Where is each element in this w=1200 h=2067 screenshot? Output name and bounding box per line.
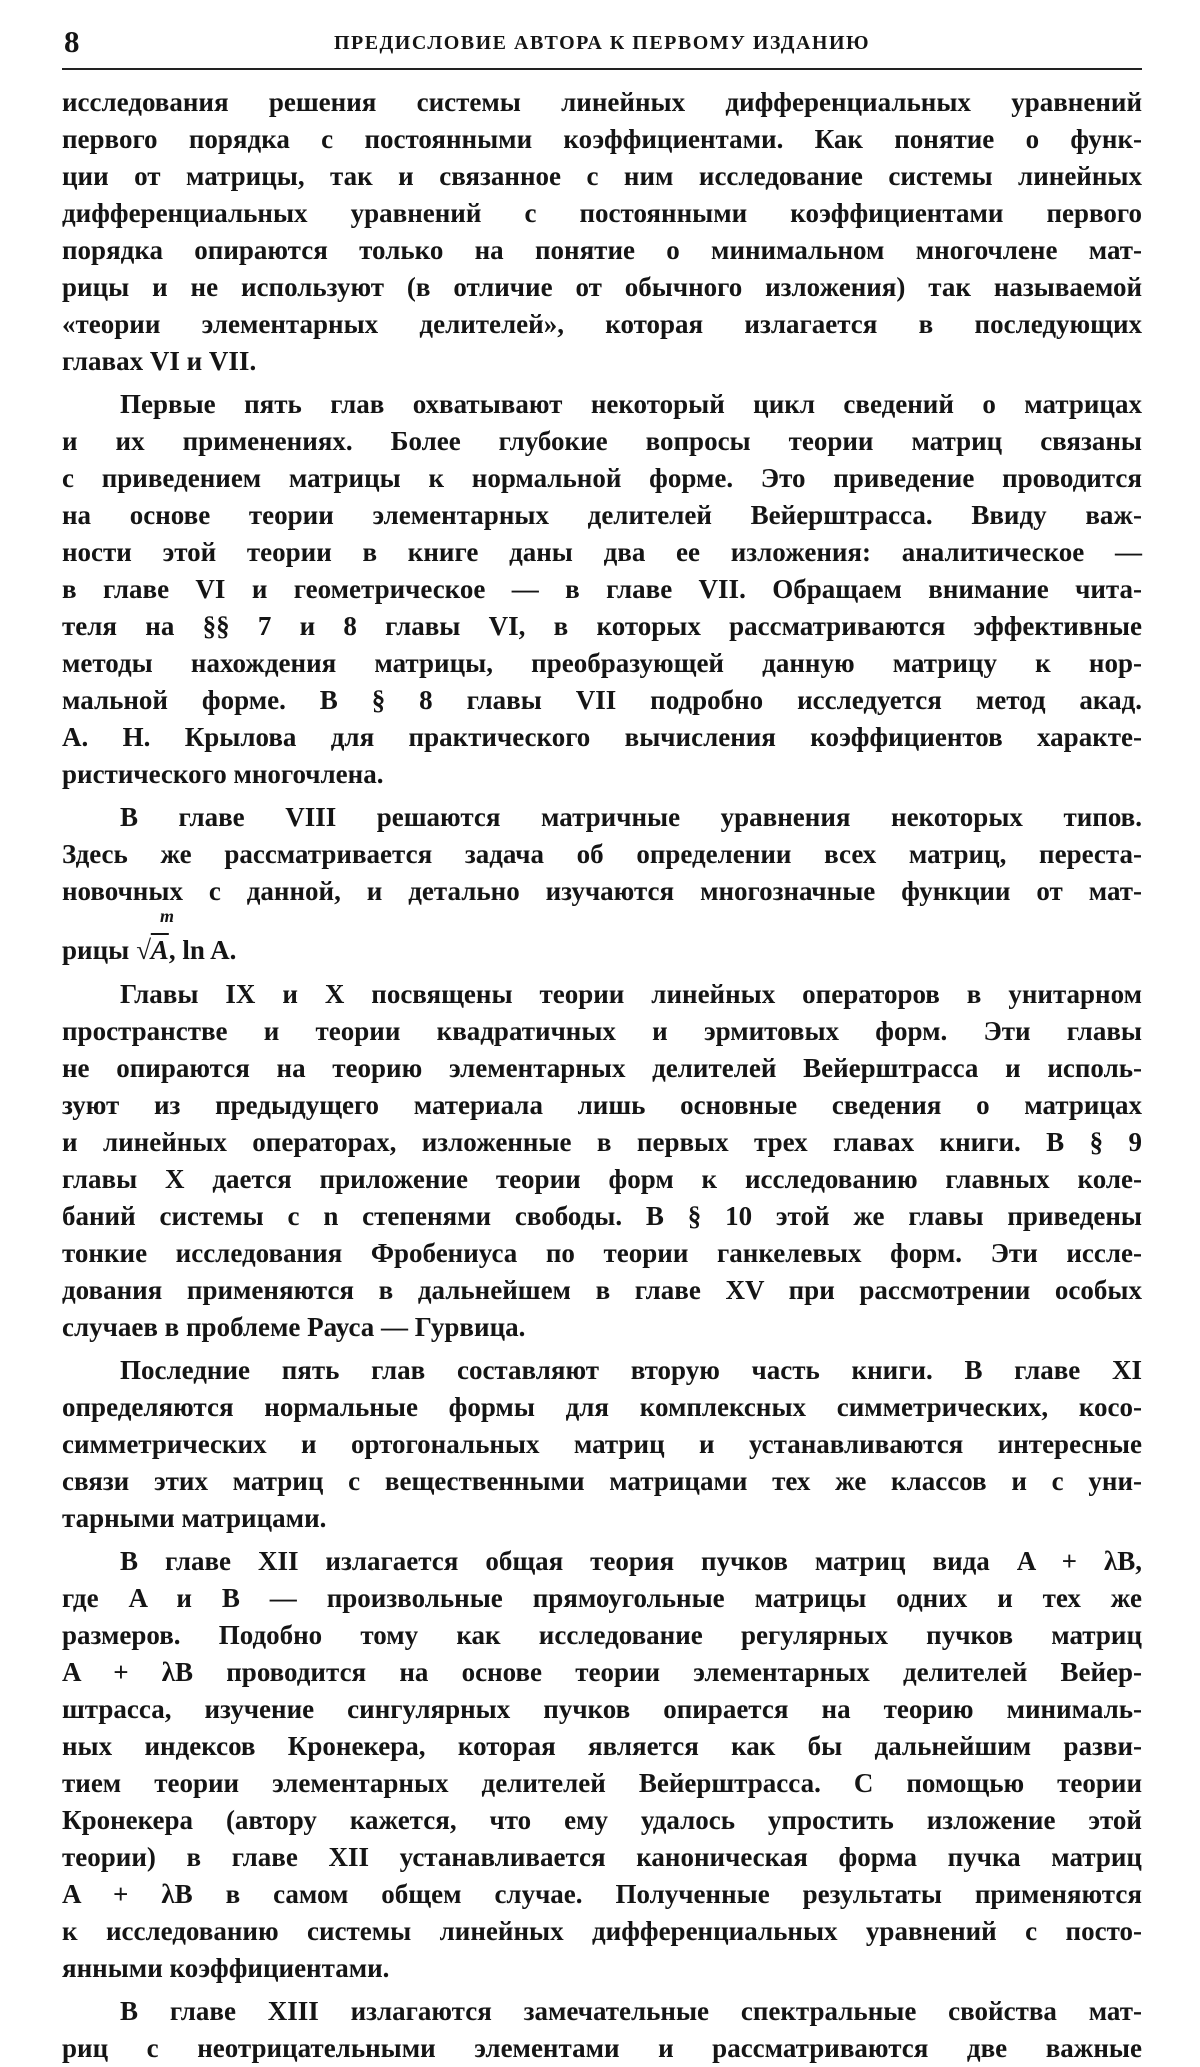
text-line: ности этой теории в книге даны два ее изложения: аналитическое — [62,534,1142,571]
page-number: 8 [64,24,80,60]
formula-line [62,910,1142,970]
text-line: В главе XII излагается общая теория пучков матриц вида A + λB, [62,1543,1142,1580]
text-line: теля на §§ 7 и 8 главы VI, в которых рассматриваются эффективные [62,608,1142,645]
text-line: янными коэффициентами. [62,1950,1142,1987]
text-line: порядка опираются только на понятие о минимальном многочлене мат- [62,232,1142,269]
formula-suffix: , ln A. [169,935,237,965]
body-text [62,84,1142,2067]
book-page [0,0,1200,1857]
running-head [62,22,1142,70]
text-line: методы нахождения матрицы, преобразующей данную матрицу к нор- [62,645,1142,682]
text-line: Главы IX и X посвящены теории линейных операторов в унитарном [62,976,1142,1013]
paragraph [62,1993,1142,2067]
radical-index: m [160,906,174,926]
text-line: новочных с данной, и детально изучаются многозначные функции от мат- [62,873,1142,910]
text-line: А. Н. Крылова для практического вычисления коэффициентов характе- [62,719,1142,756]
text-line: тием теории элементарных делителей Вейерштрасса. С помощью теории [62,1765,1142,1802]
paragraph [62,976,1142,1346]
text-line: первого порядка с постоянными коэффициентами. Как понятие о функ- [62,121,1142,158]
text-line: размеров. Подобно тому как исследование регулярных пучков матриц [62,1617,1142,1654]
radical-sign: √ [136,935,151,965]
text-line: определяются нормальные формы для комплексных симметрических, косо- [62,1389,1142,1426]
text-line: A + λB проводится на основе теории элементарных делителей Вейер- [62,1654,1142,1691]
text-line: где A и B — произвольные прямоугольные матрицы одних и тех же [62,1580,1142,1617]
text-line: Здесь же рассматривается задача об определении всех матриц, переста- [62,836,1142,873]
text-line: связи этих матриц с вещественными матрицами тех же классов и с уни- [62,1463,1142,1500]
text-line: в главе VI и геометрическое — в главе VII. Обращаем внимание чита- [62,571,1142,608]
text-line: ных индексов Кронекера, которая является как бы дальнейшим разви- [62,1728,1142,1765]
text-line: В главе VIII решаются матричные уравнения некоторых типов. [62,799,1142,836]
text-line: случаев в проблеме Рауса — Гурвица. [62,1309,1142,1346]
text-line: и их применениях. Более глубокие вопросы теории матриц связаны [62,423,1142,460]
text-line: тарными матрицами. [62,1500,1142,1537]
text-line: зуют из предыдущего материала лишь основные сведения о матрицах [62,1087,1142,1124]
text-line: мальной форме. В § 8 главы VII подробно исследуется метод акад. [62,682,1142,719]
text-line: ции от матрицы, так и связанное с ним исследование системы линейных [62,158,1142,195]
text-line: теории) в главе XII устанавливается каноническая форма пучка матриц [62,1839,1142,1876]
text-line: на основе теории элементарных делителей Вейерштрасса. Ввиду важ- [62,497,1142,534]
header-title: ПРЕДИСЛОВИЕ АВТОРА К ПЕРВОМУ ИЗДАНИЮ [62,32,1142,55]
text-line: не опираются на теорию элементарных делителей Вейерштрасса и исполь- [62,1050,1142,1087]
text-line: главах VI и VII. [62,343,1142,380]
text-line: Кронекера (автору кажется, что ему удалось упростить изложение этой [62,1802,1142,1839]
text-line: исследования решения системы линейных дифференциальных уравнений [62,84,1142,121]
paragraph [62,1543,1142,1987]
text-line: симметрических и ортогональных матриц и устанавливаются интересные [62,1426,1142,1463]
paragraph [62,1352,1142,1537]
text-line: штрасса, изучение сингулярных пучков опирается на теорию минималь- [62,1691,1142,1728]
text-line: дифференциальных уравнений с постоянными коэффициентами первого [62,195,1142,232]
text-line: Первые пять глав охватывают некоторый цикл сведений о матрицах [62,386,1142,423]
radicand: A [151,935,169,965]
text-line: ристического многочлена. [62,756,1142,793]
text-line: пространстве и теории квадратичных и эрмитовых форм. Эти главы [62,1013,1142,1050]
paragraph [62,386,1142,793]
text-line: риц с неотрицательными элементами и рассматриваются две важные [62,2030,1142,2067]
text-line: к исследованию системы линейных дифференциальных уравнений с посто- [62,1913,1142,1950]
text-line: баний системы с n степенями свободы. В § 10 этой же главы приведены [62,1198,1142,1235]
text-line: «теории элементарных делителей», которая излагается в последующих [62,306,1142,343]
formula-prefix: рицы [62,935,136,965]
text-line: Последние пять глав составляют вторую часть книги. В главе XI [62,1352,1142,1389]
text-line: рицы и не используют (в отличие от обычного изложения) так называемой [62,269,1142,306]
text-line: и линейных операторах, изложенные в первых трех главах книги. В § 9 [62,1124,1142,1161]
paragraph [62,799,1142,970]
text-line: с приведением матрицы к нормальной форме. Это приведение проводится [62,460,1142,497]
text-line: тонкие исследования Фробениуса по теории ганкелевых форм. Эти иссле- [62,1235,1142,1272]
text-line: главы X дается приложение теории форм к исследованию главных коле- [62,1161,1142,1198]
paragraph [62,84,1142,380]
text-line: дования применяются в дальнейшем в главе XV при рассмотрении особых [62,1272,1142,1309]
text-line: A + λB в самом общем случае. Полученные результаты применяются [62,1876,1142,1913]
text-line: В главе XIII излагаются замечательные спектральные свойства мат- [62,1993,1142,2030]
